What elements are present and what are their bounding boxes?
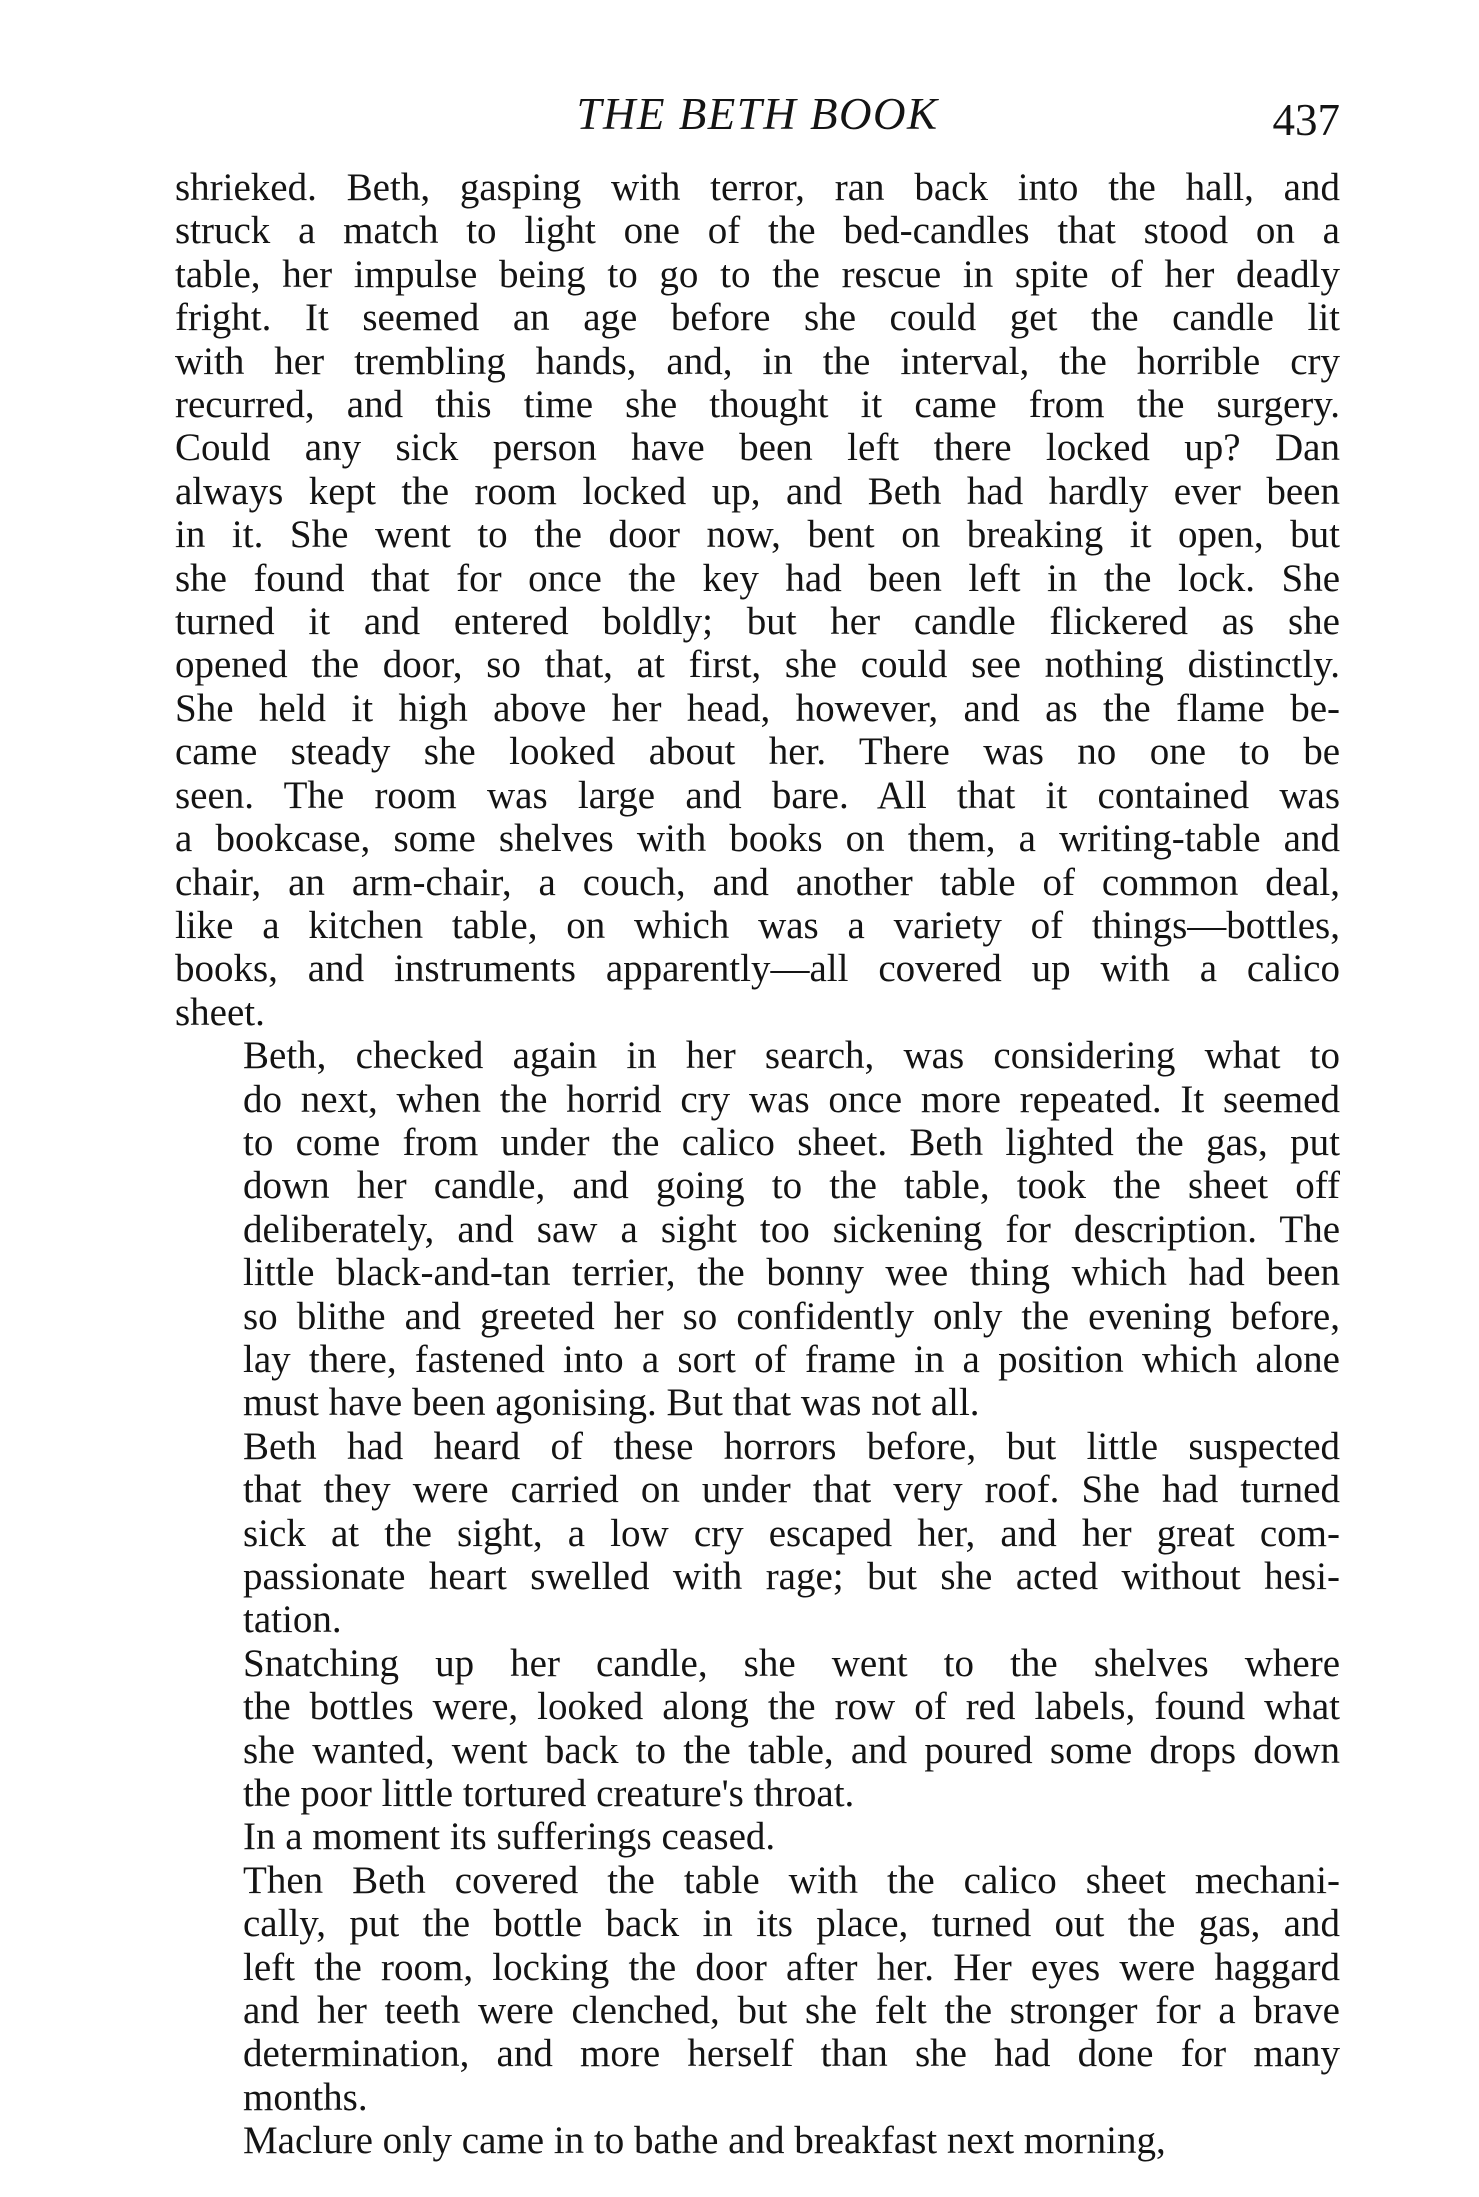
text-line: sick at the sight, a low cry escaped her, and her great com- — [243, 1511, 1340, 1555]
text-line: little black-and-tan terrier, the bonny wee thing which had been — [243, 1251, 1340, 1295]
running-header — [175, 88, 1340, 148]
text-line: must have been agonising. But that was not all. — [243, 1381, 980, 1425]
text-line: cally, put the bottle back in its place, turned out the gas, and — [243, 1902, 1340, 1946]
text-line: and her teeth were clenched, but she felt the stronger for a brave — [243, 1989, 1340, 2033]
text-line: Snatching up her candle, she went to the shelves where — [243, 1641, 1340, 1685]
text-line: Beth, checked again in her search, was considering what to — [243, 1034, 1340, 1078]
text-line: the bottles were, looked along the row of red labels, found what — [243, 1685, 1340, 1729]
text-line: with her trembling hands, and, in the interval, the horrible cry — [175, 339, 1340, 383]
text-line: months. — [243, 2075, 368, 2119]
text-line: the poor little tortured creature's throat. — [243, 1772, 855, 1816]
text-line: so blithe and greeted her so confidently only the evening before, — [243, 1294, 1340, 1338]
paragraph — [175, 2119, 1340, 2162]
text-line: struck a match to light one of the bed-candles that stood on a — [175, 209, 1340, 253]
text-line: Beth had heard of these horrors before, but little suspected — [243, 1424, 1340, 1468]
text-line: she wanted, went back to the table, and poured some drops down — [243, 1728, 1340, 1772]
text-line: opened the door, so that, at first, she could see nothing distinctly. — [175, 643, 1340, 687]
text-line: seen. The room was large and bare. All that it contained was — [175, 773, 1340, 817]
text-line: a bookcase, some shelves with books on them, a writing-table and — [175, 817, 1340, 861]
paragraph — [175, 1034, 1340, 1425]
text-line: fright. It seemed an age before she could get the candle lit — [175, 296, 1340, 340]
text-line: determination, and more herself than she had done for many — [243, 2032, 1340, 2076]
text-line: always kept the room locked up, and Beth had hardly ever been — [175, 469, 1340, 513]
text-line: to come from under the calico sheet. Beth lighted the gas, put — [243, 1120, 1340, 1164]
text-line: left the room, locking the door after her. Her eyes were haggard — [243, 1945, 1340, 1989]
text-line: sheet. — [175, 990, 265, 1034]
paragraph — [175, 166, 1340, 1034]
body-text — [175, 166, 1340, 2163]
text-line: came steady she looked about her. There was no one to be — [175, 730, 1340, 774]
text-line: tation. — [243, 1598, 342, 1642]
text-line: Could any sick person have been left there locked up? Dan — [175, 426, 1340, 470]
text-line: deliberately, and saw a sight too sickening for description. The — [243, 1207, 1340, 1251]
text-line: down her candle, and going to the table, took the sheet off — [243, 1164, 1340, 1208]
paragraph — [175, 1642, 1340, 1816]
text-line: Then Beth covered the table with the calico sheet mechani- — [243, 1858, 1340, 1902]
text-line: recurred, and this time she thought it came from the surgery. — [175, 383, 1340, 427]
paragraph — [175, 1859, 1340, 2119]
page-number: 437 — [1272, 95, 1340, 145]
text-line: she found that for once the key had been left in the lock. She — [175, 556, 1340, 600]
text-line: in it. She went to the door now, bent on breaking it open, but — [175, 513, 1340, 557]
text-line: table, her impulse being to go to the rescue in spite of her deadly — [175, 252, 1340, 296]
text-line: Maclure only came in to bathe and breakfast next morning, — [243, 2119, 1166, 2163]
paragraph — [175, 1425, 1340, 1642]
running-title: THE BETH BOOK — [576, 89, 939, 139]
text-line: do next, when the horrid cry was once more repeated. It seemed — [243, 1077, 1340, 1121]
text-line: turned it and entered boldly; but her candle flickered as she — [175, 600, 1340, 644]
text-line: In a moment its sufferings ceased. — [243, 1815, 776, 1859]
text-line: shrieked. Beth, gasping with terror, ran back into the hall, and — [175, 166, 1340, 209]
paragraph — [175, 1815, 1340, 1858]
text-line: chair, an arm-chair, a couch, and another table of common deal, — [175, 860, 1340, 904]
text-line: books, and instruments apparently—all covered up with a calico — [175, 947, 1340, 991]
text-line: like a kitchen table, on which was a variety of things—bottles, — [175, 903, 1340, 947]
text-line: passionate heart swelled with rage; but she acted without hesi- — [243, 1555, 1340, 1598]
text-line: that they were carried on under that very roof. She had turned — [243, 1468, 1340, 1512]
text-line: She held it high above her head, however, and as the flame be- — [175, 686, 1340, 730]
text-line: lay there, fastened into a sort of frame in a position which alone — [243, 1337, 1340, 1381]
